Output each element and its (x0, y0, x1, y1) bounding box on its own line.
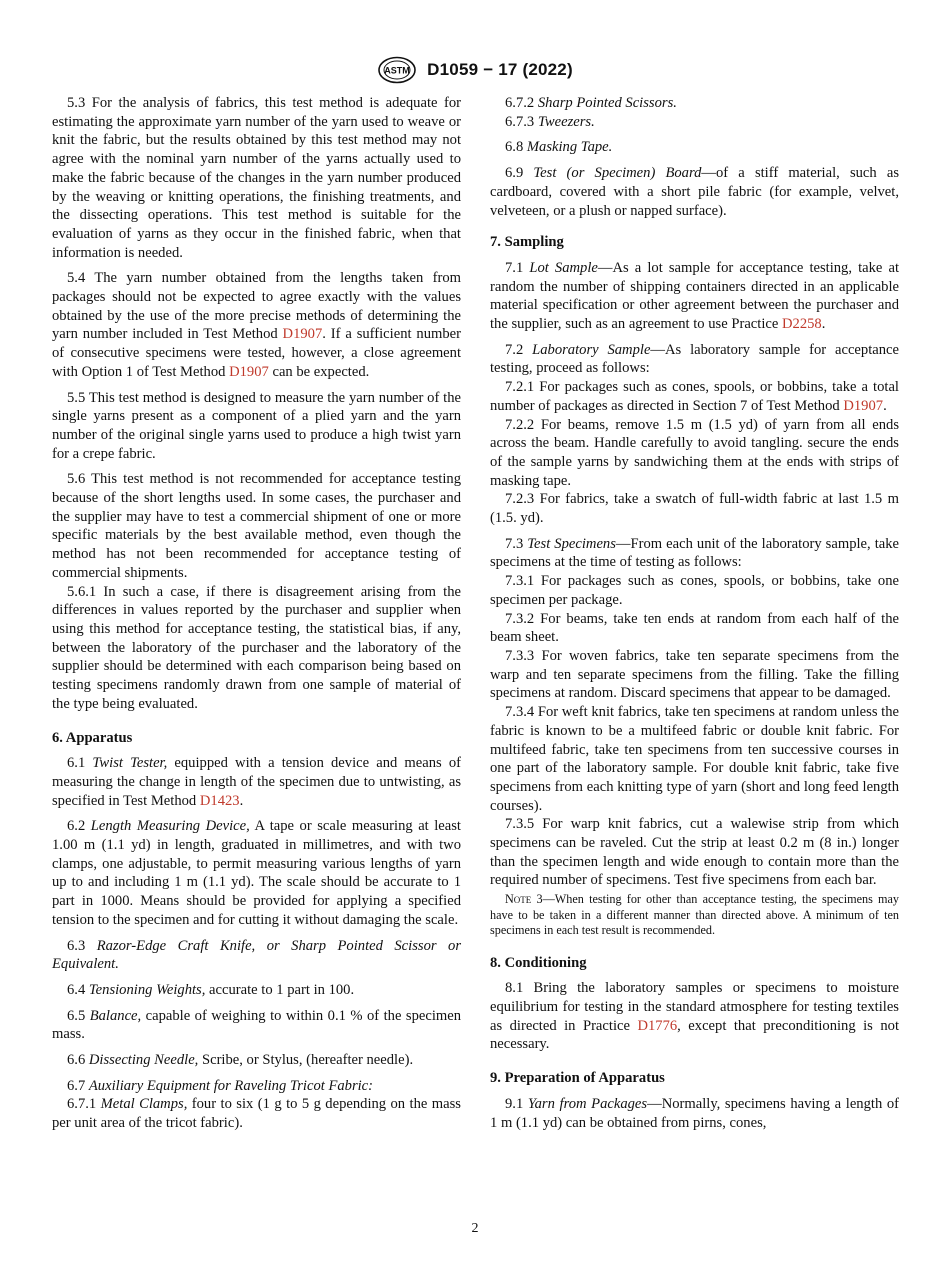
para-9-1: 9.1 Yarn from Packages—Normally, specimens having a length of 1 m (1.1 yd) can be obtained from pirns, cones, (490, 1095, 900, 1131)
para-6-7-2: 6.7.2 Sharp Pointed Scissors. (505, 95, 677, 111)
para-6-8: 6.8 Masking Tape. (505, 139, 613, 156)
para-6-6: 6.6 Dissecting Needle, Scribe, or Stylus, (hereafter needle). (67, 1052, 414, 1069)
para-8-1: 8.1 Bring the laboratory samples or specimens to moisture equilibrium for testing in the standard atmosphere for testing textiles as directed in Practice D1776, except that preconditioning is not necessary. (490, 980, 899, 1053)
para-7-2-1: 7.2.1 For packages such as cones, spools, or bobbins, take a total number of packages as directed in Section 7 of Test Method D1907. (490, 379, 899, 414)
link-d1423[interactable]: D1423 (199, 792, 240, 809)
para-6-3: 6.3 Razor-Edge Craft Knife, or Sharp Pointed Scissor or Equivalent. (52, 937, 462, 973)
para-5-6: 5.6 This test method is not recommended for acceptance testing because of the short lengths used. In some cases, the purchaser and the supplier may have to test a commercial shipment of one or more specific materials by the best available method, even though the method has not been recommended for acceptance testing of commercial shipments. (52, 471, 461, 581)
section-heading-sampling: 7. Sampling (490, 234, 564, 251)
document-designation: D1059 − 17 (2022) (427, 60, 573, 79)
para-6-2: 6.2 Length Measuring Device, A tape or scale measuring at least 1.00 m (1.1 yd) in length, graduated in millimetres, and with two clamps, one adjustable, to permit measuring various lengths of yarn up to and including 1 m (1.1 yd). The scale should be accurate to 1 part in 1000. Means should be provided for applying a specified tension to the specimen and for cutting it without damaging the scale. (52, 818, 461, 928)
section-heading-conditioning: 8. Conditioning (490, 954, 587, 971)
astm-logo-icon (377, 56, 417, 84)
para-7-2-3: 7.2.3 For fabrics, take a swatch of full-width fabric at last 1.5 m (1.5. yd). (490, 491, 899, 527)
para-7-3: 7.3 Test Specimens—From each unit of the laboratory sample, take specimens at the time of testing as follows: (490, 535, 900, 571)
section-heading-preparation-of-apparatus: 9. Preparation of Apparatus (490, 1070, 665, 1087)
para-7-3-1: 7.3.1 For packages such as cones, spools, or bobbins, take one specimen per package. (490, 573, 899, 608)
note-label: Note 3 (505, 892, 543, 907)
section-heading-apparatus: 6. Apparatus (52, 729, 133, 746)
para-5-3: 5.3 For the analysis of fabrics, this test method is adequate for estimating the approximate yarn number of the yarn used to weave or knit the fabric, but the results obtained by this test method may not agree with the nominal yarn number of the yarns actually used to make the fabric because of the changes in the yarn number produced by the weaving or knitting operations, the finishing treatments, and the dissecting operations. This test method is suitable for the evaluation of yarns as they occur in the finished fabric, when that information is needed. (52, 95, 461, 261)
para-6-7: 6.7 Auxiliary Equipment for Raveling Tricot Fabric: (67, 1077, 374, 1094)
link-d1907[interactable]: D1907 (282, 326, 323, 343)
para-5-4: 5.4 The yarn number obtained from the lengths taken from packages should not be expected to agree exactly with the values obtained by the use of the more precise methods of determining the yarn number included in Test Method D1907. If a sufficient number of consecutive specimens were tested, however, a close agreement with Option 1 of Test Method D1907 can be expected. (52, 270, 461, 380)
para-5-5: 5.5 This test method is designed to measure the yarn number of the single yarns present as a component of a plied yarn and the yarn number of the original single yarns used to produce a high twist yarn for a crepe fabric. (52, 389, 461, 462)
para-7-2: 7.2 Laboratory Sample—As laboratory sample for acceptance testing, proceed as follows: (490, 341, 899, 377)
page-header (0, 56, 950, 84)
link-d1907[interactable]: D1907 (843, 397, 884, 414)
link-d2258[interactable]: D2258 (782, 316, 822, 333)
para-6-4: 6.4 Tensioning Weights, accurate to 1 part in 100. (67, 981, 355, 998)
para-7-3-5: 7.3.5 For warp knit fabrics, cut a walewise strip from which specimens can be raveled. Cut the strip at least 0.2 m (8 in.) longer than the specimen length and wide enough to contain more than the required number of specimens. Test five specimens from each bar. (490, 816, 899, 889)
para-6-1: 6.1 Twist Tester, equipped with a tension device and means of measuring the change in length of the specimen due to untwisting, as specified in Test Method D1423. (52, 755, 462, 809)
para-6-5: 6.5 Balance, capable of weighing to within 0.1 % of the specimen mass. (52, 1007, 461, 1043)
para-6-7-3: 6.7.3 Tweezers. (505, 113, 595, 130)
logo-text: ASTM (384, 65, 410, 76)
right-column (490, 94, 899, 1132)
note-3: Note 3—When testing for other than acceptance testing, the specimens may have to be taken in a different manner than directed above. A minimum of ten specimens in each test result is recommended. (490, 892, 899, 938)
para-7-3-2: 7.3.2 For beams, take ten ends at random from each half of the beam sheet. (490, 610, 899, 646)
left-column (52, 94, 461, 1133)
link-d1907[interactable]: D1907 (229, 363, 269, 380)
para-7-2-2: 7.2.2 For beams, remove 1.5 m (1.5 yd) of yarn from all ends across the beam. Handle carefully to avoid tangling. secure the ends of the sample yarns by sandwiching them at the ends with strips of masking tape. (490, 416, 899, 489)
para-5-6-1: 5.6.1 In such a case, if there is disagreement arising from the differences in values reported by the purchaser and supplier when using this method for acceptance testing, the statistical bias, if any, between the laboratory of the purchaser and the laboratory of the supplier should be determined with each comparison being based on testing specimens randomly drawn from one sample of material of the type being evaluated. (52, 583, 461, 712)
para-7-3-3: 7.3.3 For woven fabrics, take ten separate specimens from the warp and ten separate specimens from the filling. Take the filling specimens at random. Discard specimens that appear to be damaged. (490, 647, 899, 702)
para-7-1: 7.1 Lot Sample—As a lot sample for acceptance testing, take at random the number of shipping containers directed in an applicable material specification or other agreement between the purchaser and the supplier, such as an agreement to use Practice D2258. (490, 259, 900, 333)
link-d1776[interactable]: D1776 (637, 1017, 678, 1034)
para-6-9: 6.9 Test (or Specimen) Board—of a stiff material, such as cardboard, covered with a short pile fabric (for example, velvet, velveteen, or a plush or napped surface). (490, 165, 900, 219)
para-6-7-1: 6.7.1 Metal Clamps, four to six (1 g to 5 g depending on the mass per unit area of the tricot fabric). (52, 1096, 461, 1132)
page-number: 2 (471, 1221, 479, 1236)
para-7-3-4: 7.3.4 For weft knit fabrics, take ten specimens at random unless the fabric is known to be a multifeed fabric or double knit fabric. For multifeed fabric, take ten specimens from ten successive courses in one part of the laboratory sample. For double knit fabric, take five specimens from each knitting type of yarn (short and long feed length courses). (490, 704, 899, 814)
